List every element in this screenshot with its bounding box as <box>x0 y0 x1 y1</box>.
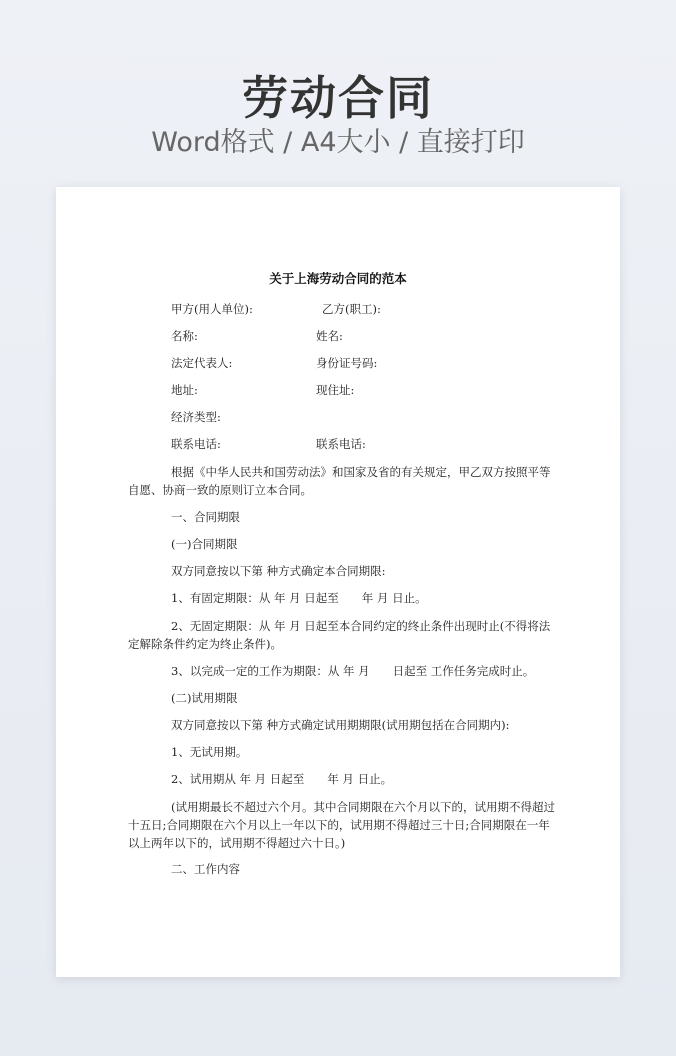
employer-name-field: 名称: <box>171 329 198 343</box>
employer-address-field: 地址: <box>171 383 198 397</box>
sub1-item3: 3、以完成一定的工作为期限：从 年 月 日起至 工作任务完成时止。 <box>171 664 535 678</box>
sub1-item1: 1、有固定期限：从 年 月 日起至 年 月 日止。 <box>171 591 427 605</box>
legal-rep-field: 法定代表人: <box>171 356 233 370</box>
sub2-item1: 1、无试用期。 <box>171 745 248 759</box>
sub1-item2: 2、无固定期限：从 年 月 日起至本合同约定的终止条件出现时止(不得将法定解除条件约定为终止条件)。 <box>128 619 551 651</box>
sub2-heading: (二)试用期限 <box>171 691 238 705</box>
banner-subtitle: Word格式 / A4大小 / 直接打印 <box>151 127 525 158</box>
id-number-field: 身份证号码: <box>316 356 378 370</box>
employee-label: 乙方(职工): <box>322 302 381 316</box>
section1-heading: 一、合同期限 <box>171 510 240 524</box>
employee-address-field: 现住址: <box>316 383 355 397</box>
employer-label: 甲方(用人单位): <box>171 302 253 316</box>
employer-phone-field: 联系电话: <box>171 437 221 451</box>
economic-type-field: 经济类型: <box>171 410 221 424</box>
sub1-heading: (一)合同期限 <box>171 537 238 551</box>
document-page <box>56 187 620 977</box>
banner-title: 劳动合同 <box>242 71 434 125</box>
section2-heading: 二、工作内容 <box>171 862 240 876</box>
sub1-lead: 双方同意按以下第 种方式确定本合同期限: <box>171 564 386 578</box>
intro-paragraph: 根据《中华人民共和国劳动法》和国家及省的有关规定，甲乙双方按照平等自愿、协商一致的原则订立本合同。 <box>128 465 551 497</box>
sub2-lead: 双方同意按以下第 种方式确定试用期期限(试用期包括在合同期内): <box>171 718 510 732</box>
employee-phone-field: 联系电话: <box>316 437 366 451</box>
employee-name-field: 姓名: <box>316 329 343 343</box>
sub2-note: (试用期最长不超过六个月。其中合同期限在六个月以下的，试用期不得超过十五日;合同期限在六个月以上一年以下的，试用期不得超过三十日;合同期限在一年以上两年以下的，试用期不得超过六十日。) <box>128 800 555 850</box>
header-banner <box>0 0 676 180</box>
document-title: 关于上海劳动合同的范本 <box>269 271 407 286</box>
sub2-item2: 2、试用期从 年 月 日起至 年 月 日止。 <box>171 772 393 786</box>
